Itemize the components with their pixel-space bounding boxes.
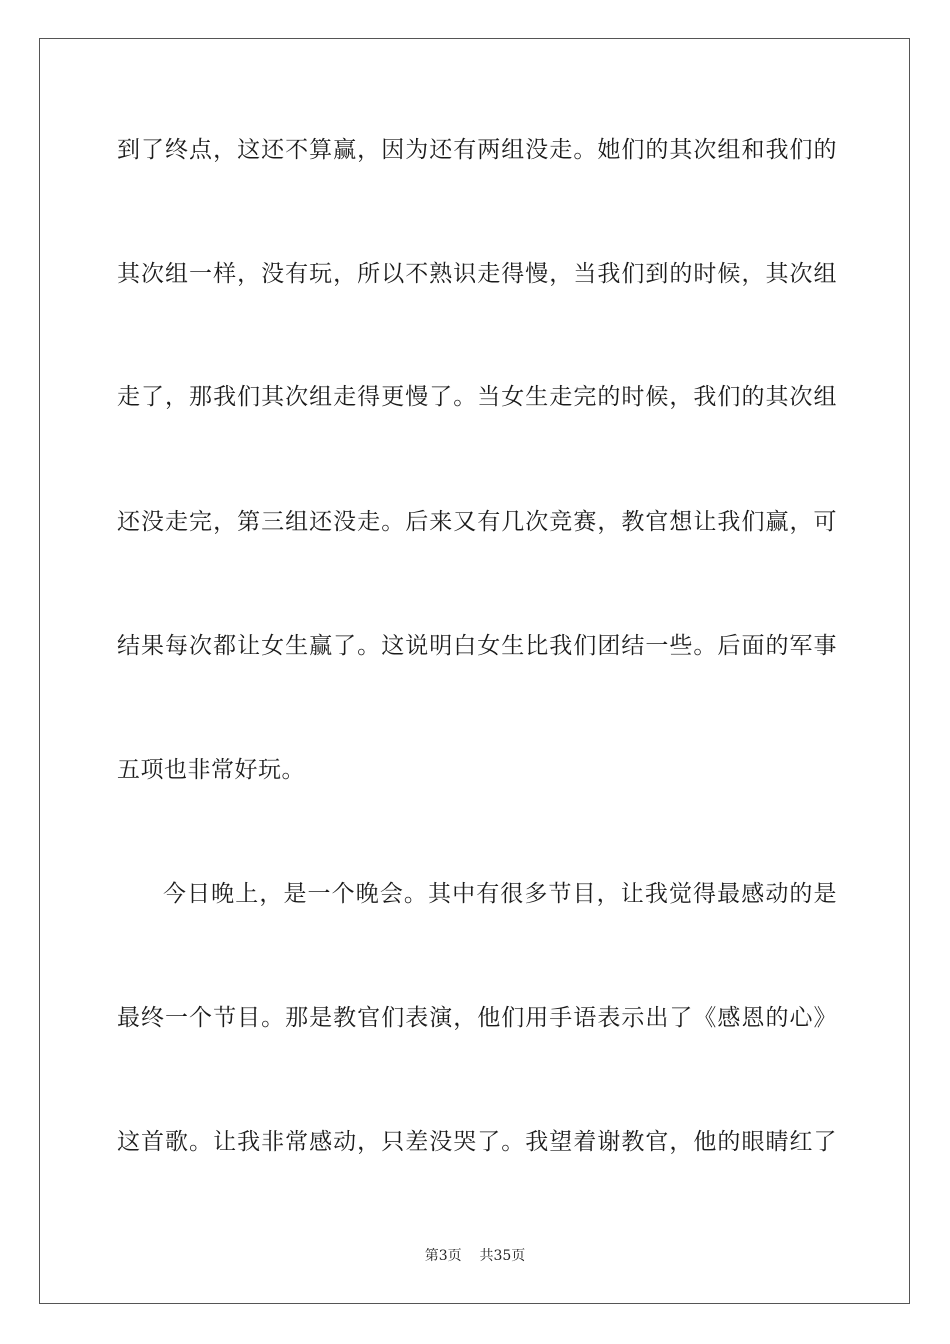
page-total: 共35页 — [479, 1248, 526, 1264]
page-footer — [0, 1245, 950, 1265]
text-line: 五项也非常好玩。 — [117, 757, 305, 783]
text-line: 其次组一样，没有玩，所以不熟识走得慢，当我们到的时候，其次组 — [117, 261, 837, 287]
page-border — [39, 38, 910, 1304]
text-line: 这首歌。让我非常感动，只差没哭了。我望着谢教官，他的眼睛红了 — [117, 1129, 837, 1155]
text-line: 最终一个节目。那是教官们表演，他们用手语表示出了《感恩的心》 — [117, 1005, 837, 1031]
page-number: 第3页 — [424, 1248, 462, 1264]
text-line: 走了，那我们其次组走得更慢了。当女生走完的时候，我们的其次组 — [117, 384, 837, 410]
text-line: 还没走完，第三组还没走。后来又有几次竞赛，教官想让我们赢，可 — [117, 509, 837, 535]
text-line: 到了终点，这还不算赢，因为还有两组没走。她们的其次组和我们的 — [117, 137, 837, 163]
text-line: 结果每次都让女生赢了。这说明白女生比我们团结一些。后面的军事 — [117, 633, 837, 659]
paragraph-first-line: 今日晚上，是一个晚会。其中有很多节目，让我觉得最感动的是 — [163, 881, 837, 907]
